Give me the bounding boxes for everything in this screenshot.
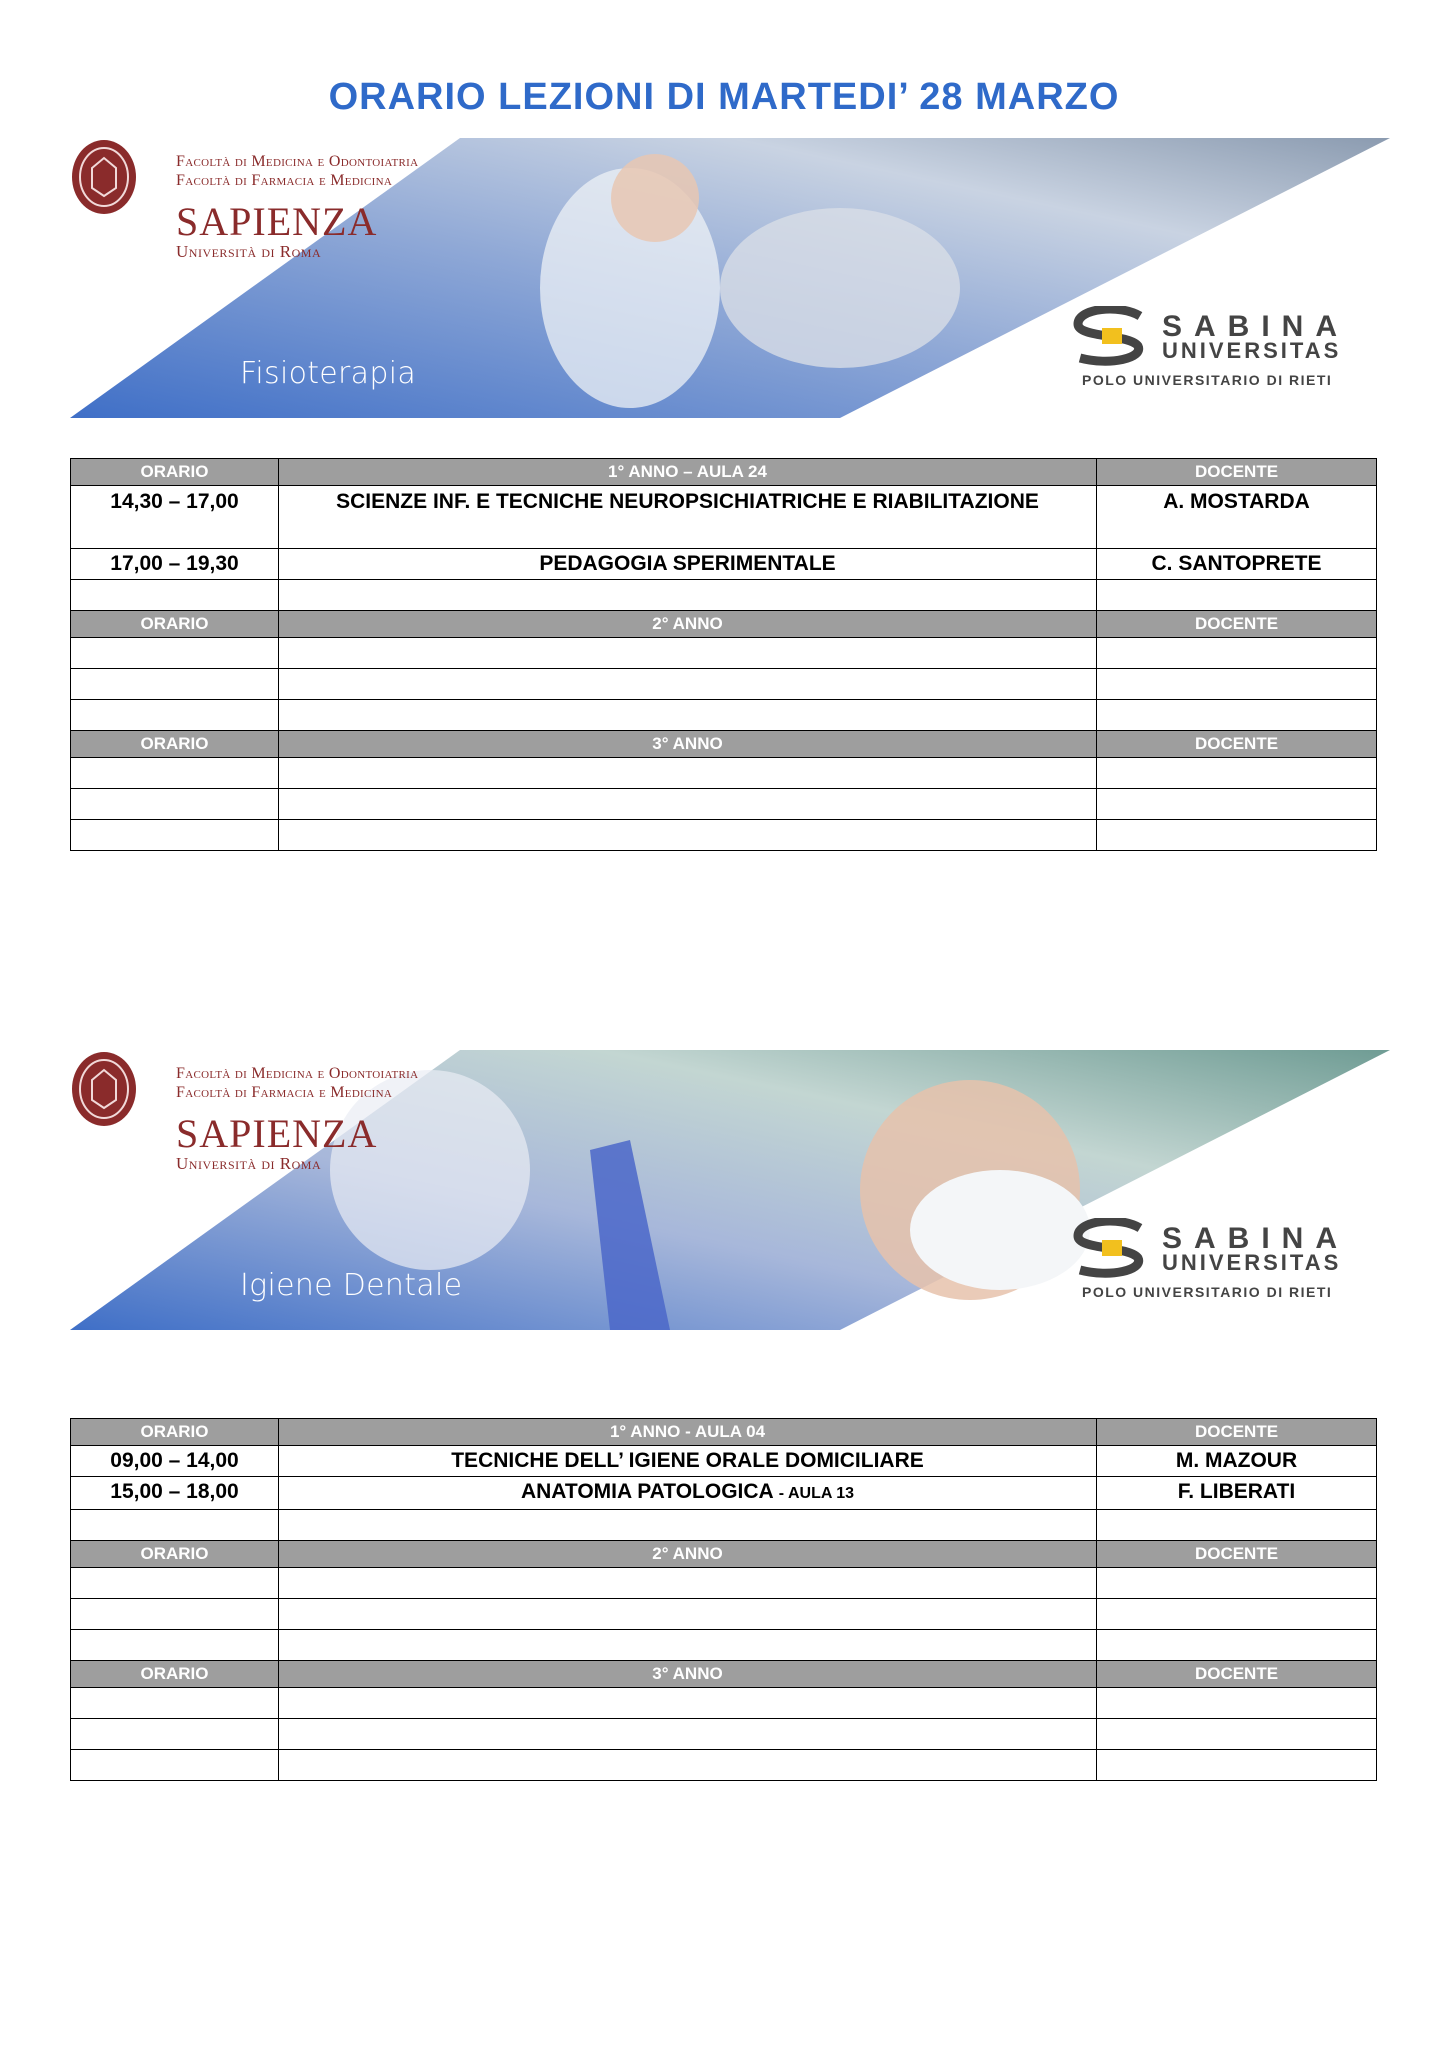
cell-teacher: C. SANTOPRETE xyxy=(1097,549,1377,580)
cell-time xyxy=(71,1510,279,1541)
cell-subject: PEDAGOGIA SPERIMENTALE xyxy=(279,549,1097,580)
table-row xyxy=(71,1688,1377,1719)
sabina-line-3: POLO UNIVERSITARIO DI RIETI xyxy=(1082,1284,1333,1300)
sabina-s-icon xyxy=(1070,1218,1152,1280)
header-orario: ORARIO xyxy=(71,1419,279,1446)
cell-subject xyxy=(279,580,1097,611)
faculty-line-2: Facoltà di Farmacia e Medicina xyxy=(176,172,393,189)
sabina-logo xyxy=(1070,1218,1370,1300)
cell-subject xyxy=(279,1750,1097,1781)
cell-subject xyxy=(279,758,1097,789)
cell-time: 09,00 – 14,00 xyxy=(71,1446,279,1477)
cell-teacher xyxy=(1097,820,1377,851)
cell-subject xyxy=(279,1510,1097,1541)
sabina-line-2: UNIVERSITAS xyxy=(1162,338,1342,363)
cell-teacher xyxy=(1097,1599,1377,1630)
table-row xyxy=(71,486,1377,549)
table-row xyxy=(71,1510,1377,1541)
table-row xyxy=(71,789,1377,820)
header-orario: ORARIO xyxy=(71,731,279,758)
header-row xyxy=(71,1661,1377,1688)
header-year: 2° ANNO xyxy=(279,611,1097,638)
faculty-line-2: Facoltà di Farmacia e Medicina xyxy=(176,1084,393,1101)
header-year: 3° ANNO xyxy=(279,1661,1097,1688)
table-row xyxy=(71,820,1377,851)
header-row xyxy=(71,1419,1377,1446)
header-year: 2° ANNO xyxy=(279,1541,1097,1568)
cell-subject xyxy=(279,638,1097,669)
header-orario: ORARIO xyxy=(71,1541,279,1568)
header-row xyxy=(71,459,1377,486)
course-name: Fisioterapia xyxy=(240,356,417,391)
sabina-s-icon xyxy=(1070,306,1152,368)
header-year: 1° ANNO - AULA 04 xyxy=(279,1419,1097,1446)
cell-time xyxy=(71,700,279,731)
header-row xyxy=(71,731,1377,758)
cell-teacher xyxy=(1097,758,1377,789)
cell-teacher: A. MOSTARDA xyxy=(1097,486,1377,549)
header-year: 3° ANNO xyxy=(279,731,1097,758)
page-title: ORARIO LEZIONI DI MARTEDI’ 28 MARZO xyxy=(328,76,1120,118)
cell-time: 14,30 – 17,00 xyxy=(71,486,279,549)
cell-teacher xyxy=(1097,1719,1377,1750)
table-row xyxy=(71,1446,1377,1477)
cell-teacher xyxy=(1097,580,1377,611)
table-row xyxy=(71,638,1377,669)
cell-time xyxy=(71,580,279,611)
cell-time: 17,00 – 19,30 xyxy=(71,549,279,580)
university-label: Università di Roma xyxy=(176,242,322,261)
table-row xyxy=(71,1750,1377,1781)
subject-text: ANATOMIA PATOLOGICA xyxy=(520,1480,773,1503)
cell-subject xyxy=(279,1599,1097,1630)
cell-subject xyxy=(279,1719,1097,1750)
cell-time xyxy=(71,1750,279,1781)
sabina-line-3: POLO UNIVERSITARIO DI RIETI xyxy=(1082,372,1333,388)
cell-teacher xyxy=(1097,1510,1377,1541)
cell-time xyxy=(71,820,279,851)
cell-time xyxy=(71,669,279,700)
cell-subject xyxy=(279,789,1097,820)
cell-subject xyxy=(279,669,1097,700)
header-row xyxy=(71,611,1377,638)
cell-teacher xyxy=(1097,1568,1377,1599)
course-name: Igiene Dentale xyxy=(240,1268,463,1303)
table-row xyxy=(71,758,1377,789)
cell-time xyxy=(71,638,279,669)
cell-teacher: M. MAZOUR xyxy=(1097,1446,1377,1477)
cell-teacher xyxy=(1097,638,1377,669)
table-row xyxy=(71,1568,1377,1599)
banner-igiene-dentale xyxy=(70,1050,1390,1330)
cell-teacher xyxy=(1097,669,1377,700)
cell-subject xyxy=(279,1568,1097,1599)
sabina-line-1: SABINA xyxy=(1162,1222,1350,1255)
cell-teacher xyxy=(1097,789,1377,820)
faculty-label xyxy=(176,152,418,190)
cell-time xyxy=(71,1630,279,1661)
header-orario: ORARIO xyxy=(71,459,279,486)
faculty-label xyxy=(176,1064,418,1102)
header-docente: DOCENTE xyxy=(1097,1541,1377,1568)
header-orario: ORARIO xyxy=(71,1661,279,1688)
room-note: - AULA 13 xyxy=(778,1485,855,1502)
header-docente: DOCENTE xyxy=(1097,1661,1377,1688)
header-year: 1° ANNO – AULA 24 xyxy=(279,459,1097,486)
cell-subject xyxy=(279,1688,1097,1719)
schedule-table-fisioterapia xyxy=(70,458,1377,851)
faculty-line-1: Facoltà di Medicina e Odontoiatria xyxy=(176,153,419,170)
cell-time xyxy=(71,758,279,789)
sabina-line-2: UNIVERSITAS xyxy=(1162,1250,1342,1275)
cell-teacher xyxy=(1097,700,1377,731)
cell-time xyxy=(71,1599,279,1630)
cell-subject: SCIENZE INF. E TECNICHE NEUROPSICHIATRICHE E RIABILITAZIONE xyxy=(279,486,1097,549)
cell-teacher xyxy=(1097,1630,1377,1661)
cell-subject xyxy=(279,820,1097,851)
cell-teacher: F. LIBERATI xyxy=(1097,1477,1377,1510)
sapienza-seal-icon xyxy=(70,1050,138,1128)
table-row xyxy=(71,1599,1377,1630)
faculty-line-1: Facoltà di Medicina e Odontoiatria xyxy=(176,1065,419,1082)
table-row xyxy=(71,1630,1377,1661)
header-docente: DOCENTE xyxy=(1097,731,1377,758)
table-row xyxy=(71,700,1377,731)
cell-subject xyxy=(279,1630,1097,1661)
table-row xyxy=(71,669,1377,700)
header-row xyxy=(71,1541,1377,1568)
sapienza-name: SAPIENZA xyxy=(176,1111,378,1156)
cell-teacher xyxy=(1097,1750,1377,1781)
banner-fisioterapia xyxy=(70,138,1390,418)
header-docente: DOCENTE xyxy=(1097,1419,1377,1446)
sapienza-name: SAPIENZA xyxy=(176,199,378,244)
cell-subject xyxy=(279,1477,1097,1510)
table-row xyxy=(71,1477,1377,1510)
header-docente: DOCENTE xyxy=(1097,459,1377,486)
header-orario: ORARIO xyxy=(71,611,279,638)
cell-time xyxy=(71,1568,279,1599)
header-docente: DOCENTE xyxy=(1097,611,1377,638)
sabina-logo xyxy=(1070,306,1370,388)
university-label: Università di Roma xyxy=(176,1154,322,1173)
cell-time: 15,00 – 18,00 xyxy=(71,1477,279,1510)
table-row xyxy=(71,1719,1377,1750)
cell-time xyxy=(71,1719,279,1750)
table-row xyxy=(71,549,1377,580)
cell-subject xyxy=(279,700,1097,731)
table-row xyxy=(71,580,1377,611)
sabina-line-1: SABINA xyxy=(1162,310,1350,343)
schedule-table-igiene-dentale xyxy=(70,1418,1377,1781)
cell-time xyxy=(71,1688,279,1719)
cell-time xyxy=(71,789,279,820)
cell-teacher xyxy=(1097,1688,1377,1719)
sapienza-seal-icon xyxy=(70,138,138,216)
cell-subject: TECNICHE DELL’ IGIENE ORALE DOMICILIARE xyxy=(279,1446,1097,1477)
